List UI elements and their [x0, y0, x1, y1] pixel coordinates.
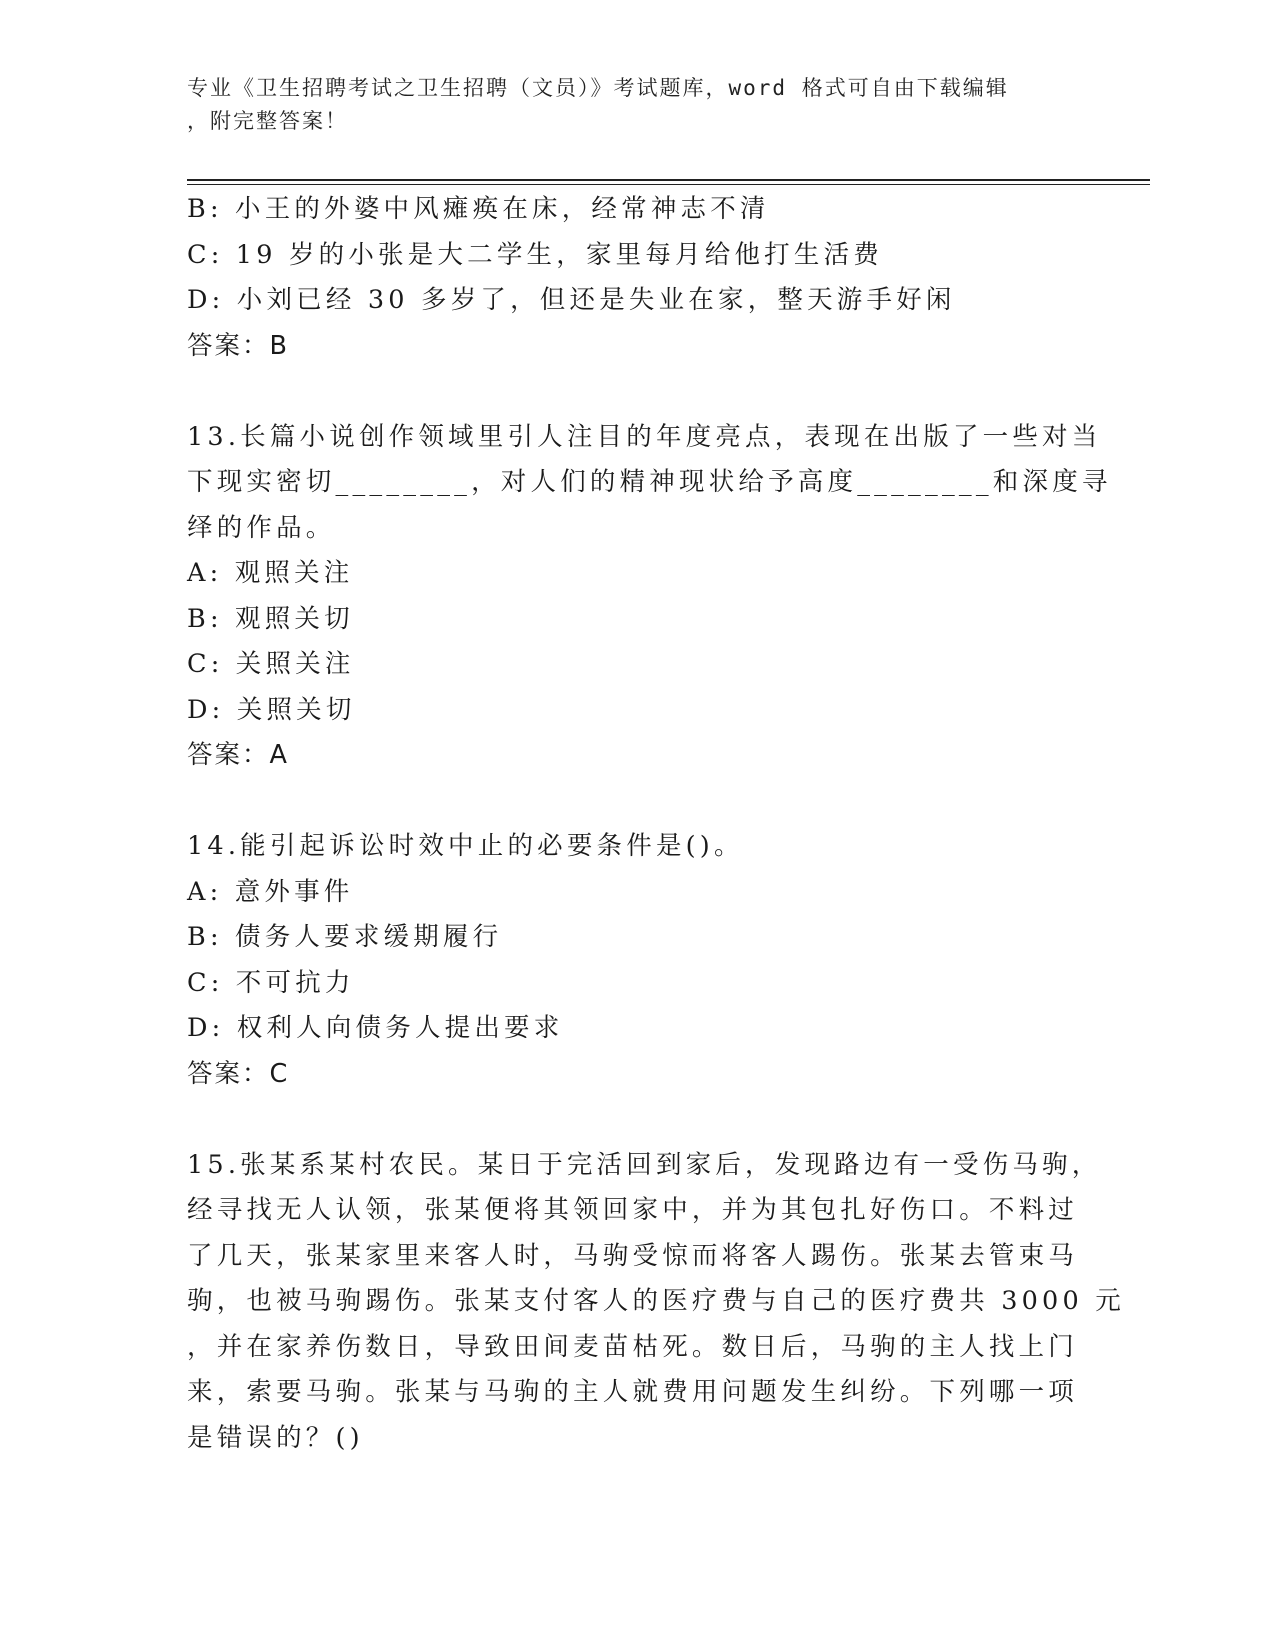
- question-13: [187, 415, 1112, 779]
- question-15-stem-line-4: 驹，也被马驹踢伤。张某支付客人的医疗费与自己的医疗费共 3000 元: [187, 1286, 1125, 1316]
- question-13-option-b: B: 观照关切: [187, 603, 354, 634]
- question-15-stem-line-3: 了几天，张某家里来客人时，马驹受惊而将客人踢伤。张某去管束马: [187, 1240, 1079, 1271]
- question-13-stem-line-1: 13.长篇小说创作领域里引人注目的年度亮点，表现在出版了一些对当: [187, 421, 1102, 452]
- spacer: [187, 1097, 1087, 1143]
- question-13-option-d: D: 关照关切: [187, 694, 356, 725]
- question-14: [187, 824, 1087, 1097]
- question-13-answer: 答案：A: [187, 740, 289, 770]
- question-12-answer: 答案：B: [187, 330, 289, 361]
- question-15-stem-line-6: 来，索要马驹。张某与马驹的主人就费用问题发生纠纷。下列哪一项: [187, 1377, 1079, 1407]
- spacer: [187, 779, 1087, 825]
- header-line-2: ，附完整答案！: [187, 109, 348, 133]
- spacer: [187, 369, 1087, 415]
- question-13-option-c: C: 关照关注: [187, 649, 355, 679]
- question-15: [187, 1143, 1125, 1462]
- question-13-stem-line-3: 绎的作品。: [187, 512, 336, 543]
- question-12-option-c: C: 19 岁的小张是大二学生，家里每月给他打生活费: [187, 239, 883, 270]
- question-14-option-a: A: 意外事件: [187, 876, 354, 907]
- question-14-answer: 答案：C: [187, 1058, 290, 1089]
- question-14-stem: 14.能引起诉讼时效中止的必要条件是()。: [187, 831, 744, 861]
- question-12: [187, 187, 1087, 369]
- question-14-option-d: D: 权利人向债务人提出要求: [187, 1013, 564, 1043]
- question-15-stem-line-5: ，并在家养伤数日，导致田间麦苗枯死。数日后，马驹的主人找上门: [187, 1331, 1079, 1362]
- document-body: [187, 187, 1125, 1461]
- header-divider-thin: [187, 184, 1150, 185]
- question-12-option-d: D: 小刘已经 30 多岁了，但还是失业在家，整天游手好闲: [187, 285, 956, 315]
- header-divider-thick: [187, 179, 1150, 181]
- question-13-option-a: A: 观照关注: [187, 558, 354, 588]
- question-13-stem-line-2: 下现实密切________，对人们的精神现状给予高度________和深度寻: [187, 467, 1112, 497]
- header-line-1: 专业《卫生招聘考试之卫生招聘（文员）》考试题库，word 格式可自由下载编辑: [187, 76, 1009, 100]
- question-14-option-b: B: 债务人要求缓期履行: [187, 922, 503, 952]
- question-15-stem-line-7: 是错误的？(): [187, 1422, 364, 1453]
- question-15-stem-line-1: 15.张某系某村农民。某日于完活回到家后，发现路边有一受伤马驹，: [187, 1149, 1102, 1180]
- question-14-option-c: C: 不可抗力: [187, 967, 355, 998]
- question-15-stem-line-2: 经寻找无人认领，张某便将其领回家中，并为其包扎好伤口。不料过: [187, 1195, 1079, 1225]
- document-header: [187, 72, 1067, 138]
- question-12-option-b: B: 小王的外婆中风瘫痪在床，经常神志不清: [187, 194, 770, 224]
